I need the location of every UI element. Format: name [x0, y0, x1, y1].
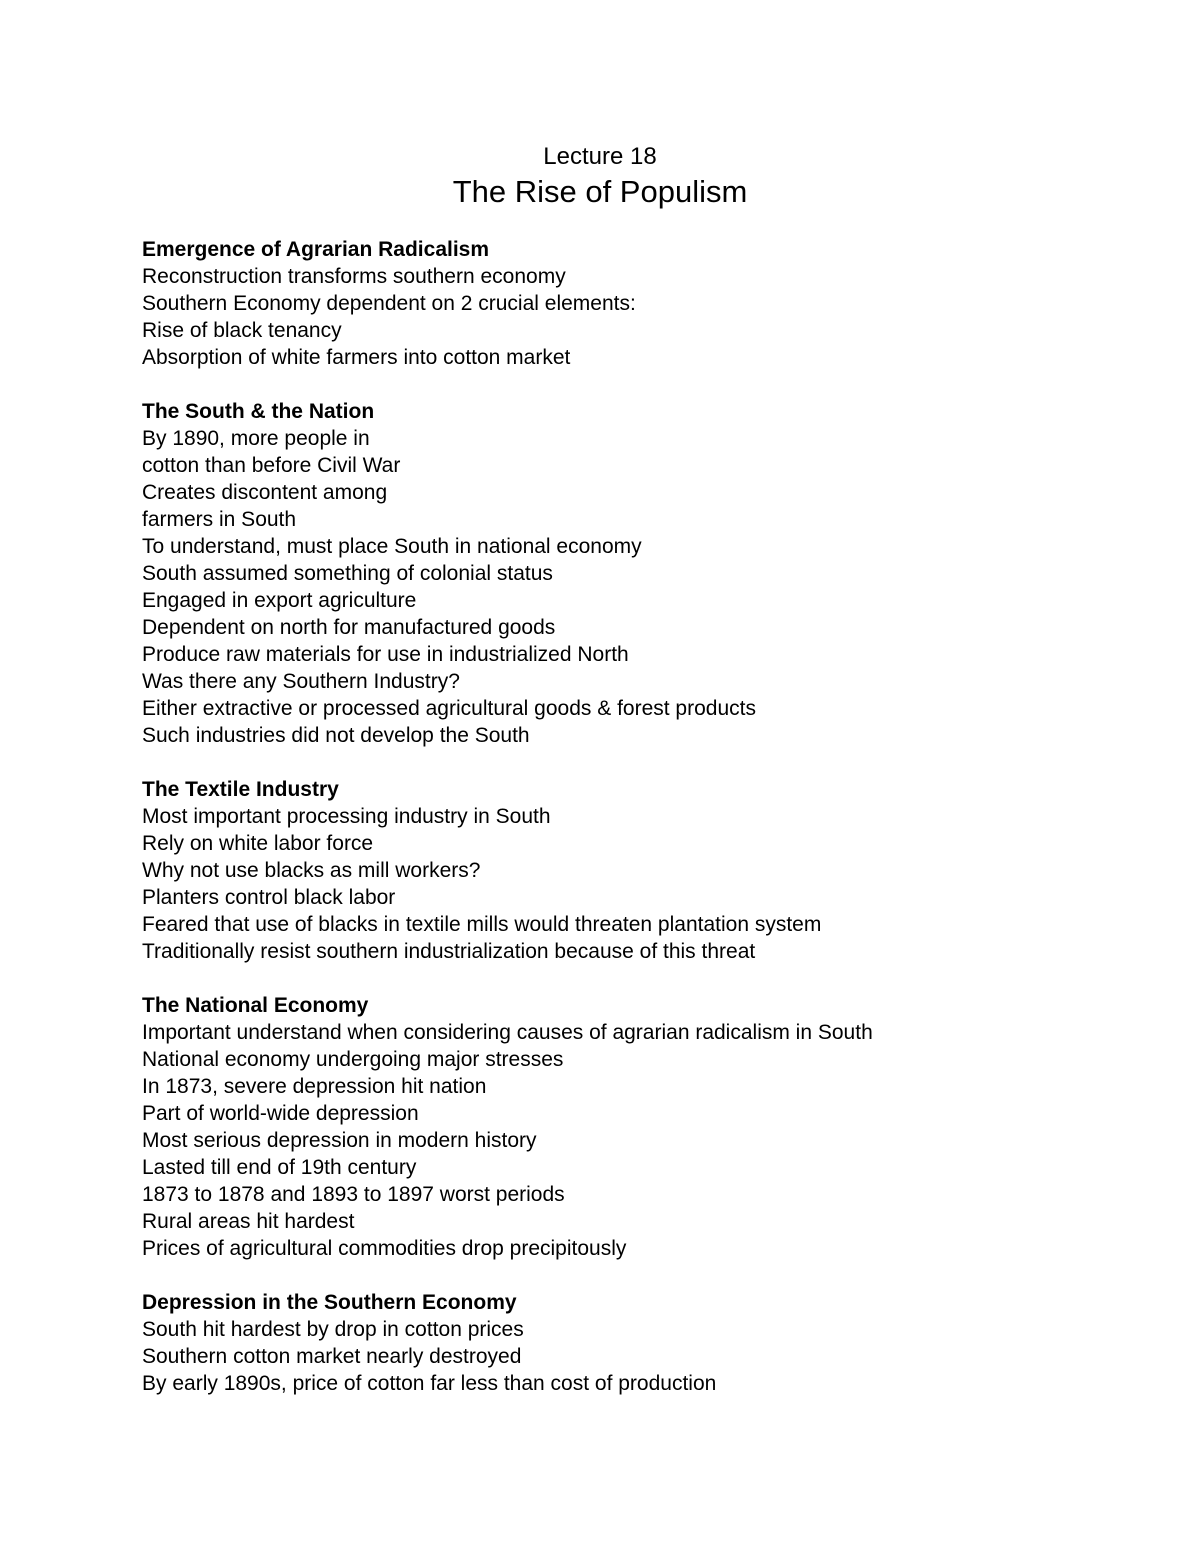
section: [142, 992, 1142, 1262]
text-line: Most important processing industry in South: [142, 805, 551, 828]
text-line: Important understand when considering causes of agrarian radicalism in South: [142, 1021, 873, 1044]
section-heading: The Textile Industry: [142, 778, 339, 801]
section-lines: [142, 1019, 1142, 1262]
section: [142, 1289, 1142, 1397]
text-line: 1873 to 1878 and 1893 to 1897 worst periods: [142, 1183, 565, 1206]
section-heading: Emergence of Agrarian Radicalism: [142, 238, 490, 261]
page-title: The Rise of Populism: [452, 174, 748, 209]
text-line: Such industries did not develop the South: [142, 724, 530, 747]
text-line: Engaged in export agriculture: [142, 589, 417, 612]
text-line: Prices of agricultural commodities drop precipitously: [142, 1237, 627, 1260]
text-line: Southern cotton market nearly destroyed: [142, 1345, 522, 1368]
text-line: Southern Economy dependent on 2 crucial elements:: [142, 292, 636, 315]
text-line: Produce raw materials for use in industrialized North: [142, 643, 629, 666]
text-line: Most serious depression in modern history: [142, 1129, 537, 1152]
text-line: In 1873, severe depression hit nation: [142, 1075, 487, 1098]
text-line: Rural areas hit hardest: [142, 1210, 355, 1233]
text-line: South assumed something of colonial status: [142, 562, 553, 585]
section-lines: [142, 803, 1142, 965]
text-line: National economy undergoing major stresses: [142, 1048, 564, 1071]
text-line: Lasted till end of 19th century: [142, 1156, 417, 1179]
text-line: Part of world-wide depression: [142, 1102, 419, 1125]
text-line: Planters control black labor: [142, 886, 396, 909]
text-line: Feared that use of blacks in textile mills would threaten plantation system: [142, 913, 822, 936]
text-line: Why not use blacks as mill workers?: [142, 859, 481, 882]
text-line: Dependent on north for manufactured goods: [142, 616, 556, 639]
section: [142, 776, 1142, 965]
section-lines: [142, 263, 1142, 371]
text-line: To understand, must place South in national economy: [142, 535, 642, 558]
text-line: farmers in South: [142, 508, 297, 531]
section-heading: The South & the Nation: [142, 400, 375, 423]
text-line: Was there any Southern Industry?: [142, 670, 460, 693]
text-line: Rise of black tenancy: [142, 319, 342, 342]
text-line: South hit hardest by drop in cotton prices: [142, 1318, 524, 1341]
text-line: By early 1890s, price of cotton far less than cost of production: [142, 1372, 717, 1395]
text-line: Rely on white labor force: [142, 832, 374, 855]
text-line: By 1890, more people in: [142, 427, 370, 450]
text-line: Reconstruction transforms southern economy: [142, 265, 566, 288]
text-line: cotton than before Civil War: [142, 454, 401, 477]
text-line: Absorption of white farmers into cotton market: [142, 346, 571, 369]
section: [142, 398, 1142, 749]
section-heading: Depression in the Southern Economy: [142, 1291, 517, 1314]
section-lines: [142, 1316, 1142, 1397]
section: [142, 236, 1142, 371]
text-line: Either extractive or processed agricultural goods & forest products: [142, 697, 756, 720]
text-line: Creates discontent among: [142, 481, 388, 504]
text-line: Traditionally resist southern industrialization because of this threat: [142, 940, 756, 963]
section-lines: [142, 425, 1142, 749]
section-heading: The National Economy: [142, 994, 369, 1017]
lecture-number: Lecture 18: [543, 143, 657, 170]
document-body: [142, 236, 1142, 1424]
